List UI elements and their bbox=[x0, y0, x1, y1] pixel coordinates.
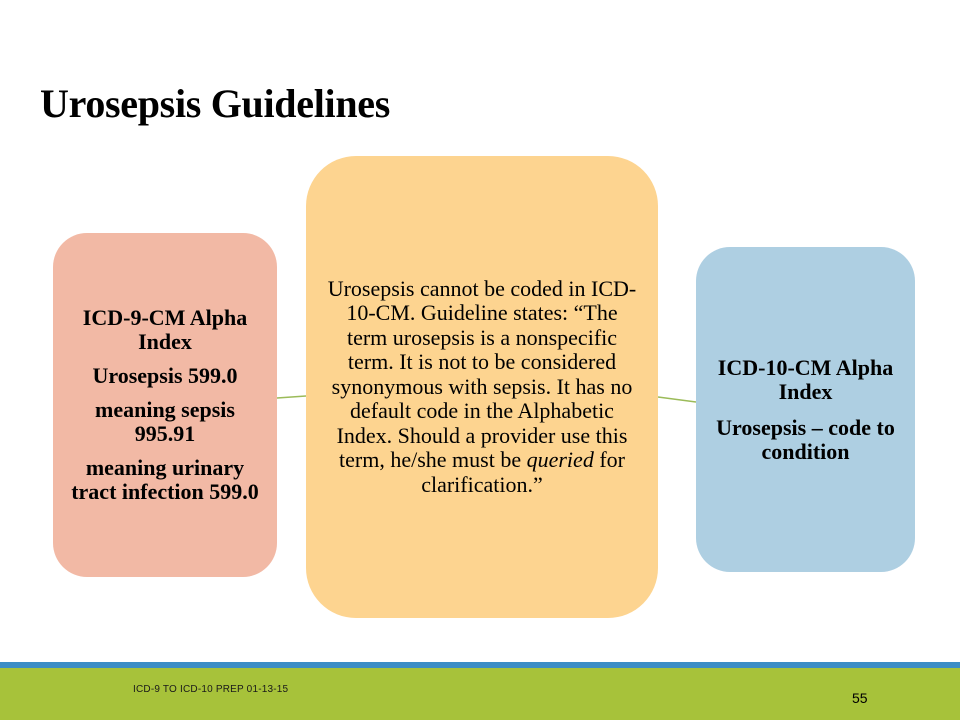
footer-label: ICD-9 TO ICD-10 PREP 01-13-15 bbox=[133, 684, 289, 695]
guideline-text-main: Urosepsis cannot be coded in ICD-10-CM. Guideline states: “The term urosepsis is a nonspecific term. It is not to be considered synonymous with sepsis. It has no default code in the Alphabetic Index. Should a provider use this term, he/she must be bbox=[327, 275, 637, 473]
icd9-heading: ICD-9-CM Alpha Index bbox=[82, 305, 248, 354]
slide-title: Urosepsis Guidelines bbox=[40, 81, 390, 126]
page-number: 55 bbox=[852, 690, 868, 706]
icd9-urosepsis-code: Urosepsis 599.0 bbox=[92, 363, 238, 388]
connector-center-right bbox=[658, 397, 696, 402]
icd10-heading: ICD-10-CM Alpha Index bbox=[717, 354, 894, 404]
icd10-alpha-index-box bbox=[696, 247, 915, 572]
icd9-uti-meaning: meaning urinary tract infection 599.0 bbox=[71, 455, 259, 504]
guideline-text bbox=[326, 277, 638, 498]
connector-left-center bbox=[277, 396, 306, 398]
urosepsis-guideline-box bbox=[306, 156, 658, 618]
icd9-alpha-index-box bbox=[53, 233, 277, 577]
guideline-text-emphasis: queried bbox=[526, 447, 594, 473]
icd10-instruction: Urosepsis – code to condition bbox=[716, 414, 895, 464]
icd9-sepsis-meaning: meaning sepsis 995.91 bbox=[95, 397, 235, 446]
guideline-text-end: for clarification.” bbox=[421, 447, 625, 497]
